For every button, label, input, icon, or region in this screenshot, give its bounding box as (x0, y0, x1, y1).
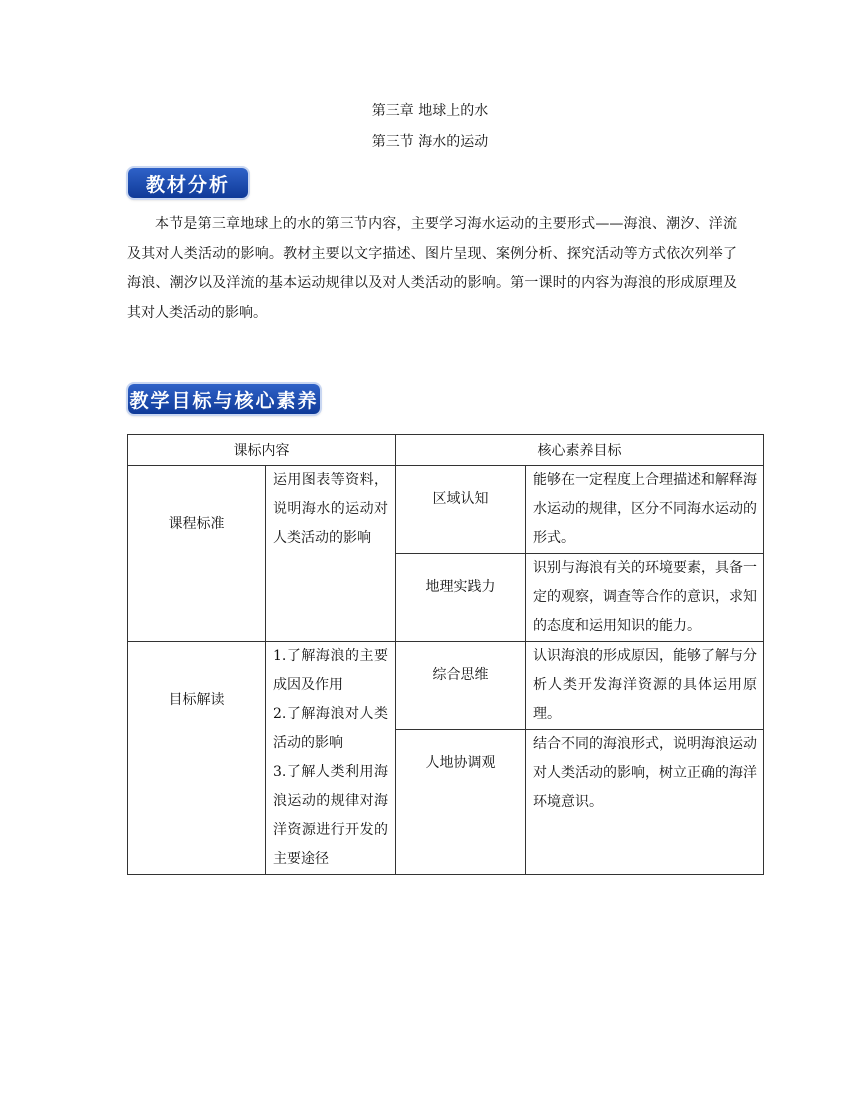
interpretation-item: 3.了解人类利用海浪运动的规律对海洋资源进行开发的主要途径 (273, 764, 388, 867)
goals-table (127, 434, 764, 875)
goal-text: 结合不同的海浪形式，说明海浪运动对人类活动的影响，树立正确的海洋环境意识。 (526, 730, 764, 875)
goal-category: 区域认知 (396, 466, 526, 554)
table-row (128, 466, 764, 554)
row-label-course-standard: 课程标准 (128, 466, 266, 642)
course-standard-content: 运用图表等资料，说明海水的运动对人类活动的影响 (266, 466, 396, 642)
textbook-analysis-banner: 教材分析 (128, 168, 248, 198)
chapter-title: 第三章 地球上的水 (371, 103, 489, 119)
goal-category: 人地协调观 (396, 730, 526, 875)
row-label-goal-interpretation: 目标解读 (128, 642, 266, 875)
goal-interpretation-content (266, 642, 396, 875)
table-header-row (128, 435, 764, 466)
interpretation-item: 2.了解海浪对人类活动的影响 (273, 706, 388, 751)
section-title: 第三节 海水的运动 (371, 134, 489, 150)
goal-text: 识别与海浪有关的环境要素，具备一定的观察，调查等合作的意识，求知的态度和运用知识的能力。 (526, 554, 764, 642)
goal-text: 认识海浪的形成原因，能够了解与分析人类开发海洋资源的具体运用原理。 (526, 642, 764, 730)
goal-text: 能够在一定程度上合理描述和解释海水运动的规律，区分不同海水运动的形式。 (526, 466, 764, 554)
table-row (128, 642, 764, 730)
teaching-goals-banner: 教学目标与核心素养 (128, 384, 320, 414)
interpretation-item: 1.了解海浪的主要成因及作用 (273, 648, 388, 693)
header-standard-content: 课标内容 (128, 435, 396, 466)
analysis-paragraph: 本节是第三章地球上的水的第三节内容，主要学习海水运动的主要形式——海浪、潮汐、洋流及其对人类活动的影响。教材主要以文字描述、图片呈现、案例分析、探究活动等方式依次列举了海浪、潮汐以及洋流的基本运动规律以及对人类活动的影响。第一课时的内容为海浪的形成原理及其对人类活动的影响。 (127, 216, 737, 321)
header-core-literacy-goals: 核心素养目标 (396, 435, 764, 466)
goal-category: 地理实践力 (396, 554, 526, 642)
goal-category: 综合思维 (396, 642, 526, 730)
